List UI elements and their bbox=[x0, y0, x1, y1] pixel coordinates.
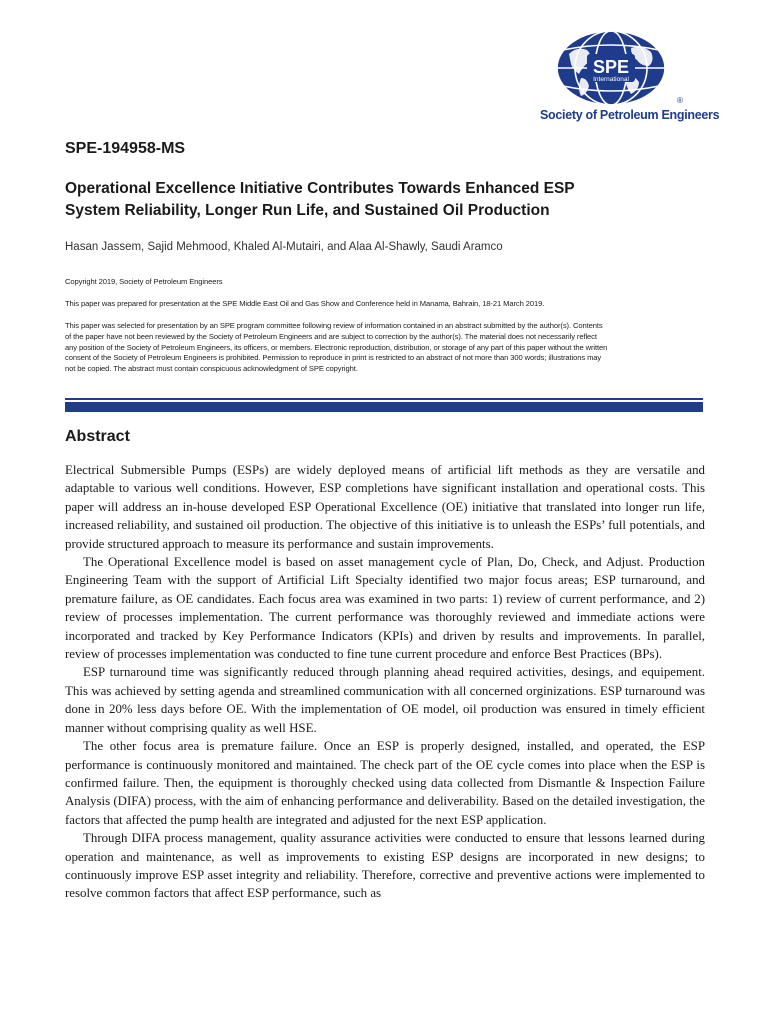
spe-logo bbox=[537, 30, 720, 126]
abstract-paragraph: Electrical Submersible Pumps (ESPs) are widely deployed means of artificial lift methods as they are versatile and adaptable to various well conditions. However, ESP completions have significant installation and operational costs. This paper will address an in-house developed ESP Operational Excellence (OE) initiative that translated into longer run life, increased reliability, and sustained oil production. The objective of this initiative is to unleash the ESPs’ full potentials, and provide structured approach to measure its performance and sustain improvements. bbox=[65, 463, 705, 551]
abstract-body bbox=[65, 461, 705, 903]
abstract-paragraph: ESP turnaround time was significantly reduced through planning ahead required activities, desings, and equipement. This was achieved by setting agenda and streamlined communication with all concerned orginizations. ESP turnaround was done in 20% less days before OE. With the implementation of OE model, oil production was ensured in timely efficient manner without comprising quality as well HSE. bbox=[65, 665, 705, 735]
logo-subtitle: International bbox=[593, 76, 629, 83]
abstract-paragraph: The other focus area is premature failure. Once an ESP is properly designed, installed, and operated, the ESP performance is continuously monitored and maintained. The check part of the OE cycle comes into place when the ESP is confirmed failure. Then, the equipment is thoroughly checked using data collected from Dismantle & Inspection Failure Analysis (DIFA) process, with the aim of enhancing performance and deliverability. Based on the detailed investigation, the factors that affected the pump health are integrated and adjusted for the next ESP application. bbox=[65, 739, 705, 827]
copyright-notice: Copyright 2019, Society of Petroleum Engineers bbox=[65, 277, 223, 286]
abstract-paragraph: The Operational Excellence model is based on asset management cycle of Plan, Do, Check, and Adjust. Production Engineering Team with the support of Artificial Lift Specialty identified two major focus areas; ESP turnaround, and premature failure, as OE candidates. Each focus area was examined in two parts: 1) review of current performance, and 2) review of processes implementation. The current performance was thoroughly reviewed and immediate actions were incorporated and tracked by Key Performance Indicators (KPIs) and driven by results and improvements. In parallel, review of processes implementation was conducted to fine tune current procedure and enforce Best Practices (BPs). bbox=[65, 555, 705, 662]
title-line: System Reliability, Longer Run Life, and Sustained Oil Production bbox=[65, 202, 550, 219]
organization-name: Society of Petroleum Engineers bbox=[540, 108, 720, 122]
divider-thin bbox=[65, 398, 703, 400]
divider-thick bbox=[65, 402, 703, 412]
title-line: Operational Excellence Initiative Contributes Towards Enhanced ESP bbox=[65, 180, 575, 197]
paper-title bbox=[65, 178, 705, 222]
paper-id: SPE-194958-MS bbox=[65, 140, 186, 157]
abstract-paragraph: Through DIFA process management, quality assurance activities were conducted to ensure that lessons learned during operation and maintenance, as well as improvements to existing ESP designs are incorporated in new designs; to continuously improve ESP asset integrity and reliability. Therefore, corrective and preventive actions were implemented to resolve common factors that affect ESP performance, such as bbox=[65, 831, 705, 901]
selection-notice bbox=[65, 321, 705, 375]
notice-line: not be copied. The abstract must contain conspicuous acknowledgment of SPE copyright. bbox=[65, 364, 358, 374]
registered-mark: ® bbox=[677, 96, 683, 105]
logo-acronym: SPE bbox=[592, 57, 630, 77]
abstract-heading: Abstract bbox=[65, 428, 130, 445]
notice-line: any position of the Society of Petroleum Engineers, its officers, or members. Electronic reproduction, distribution, or storage of any part of this paper without the written bbox=[65, 342, 608, 352]
notice-line: This paper was selected for presentation by an SPE program committee following review of information contained in an abstract submitted by the author(s). Contents bbox=[65, 321, 603, 330]
authors: Hasan Jassem, Sajid Mehmood, Khaled Al-Mutairi, and Alaa Al-Shawly, Saudi Aramco bbox=[65, 241, 503, 253]
notice-line: of the paper have not been reviewed by the Society of Petroleum Engineers and are subject to correction by the author(s). The material does not necessarily reflect bbox=[65, 331, 597, 341]
notice-line: consent of the Society of Petroleum Engineers is prohibited. Permission to reproduce in print is restricted to an abstract of not more than 300 words; illustrations may bbox=[65, 353, 602, 363]
globe-icon bbox=[555, 30, 667, 106]
presentation-notice: This paper was prepared for presentation at the SPE Middle East Oil and Gas Show and Conference held in Manama, Bahrain, 18-21 March 2019. bbox=[65, 299, 545, 308]
